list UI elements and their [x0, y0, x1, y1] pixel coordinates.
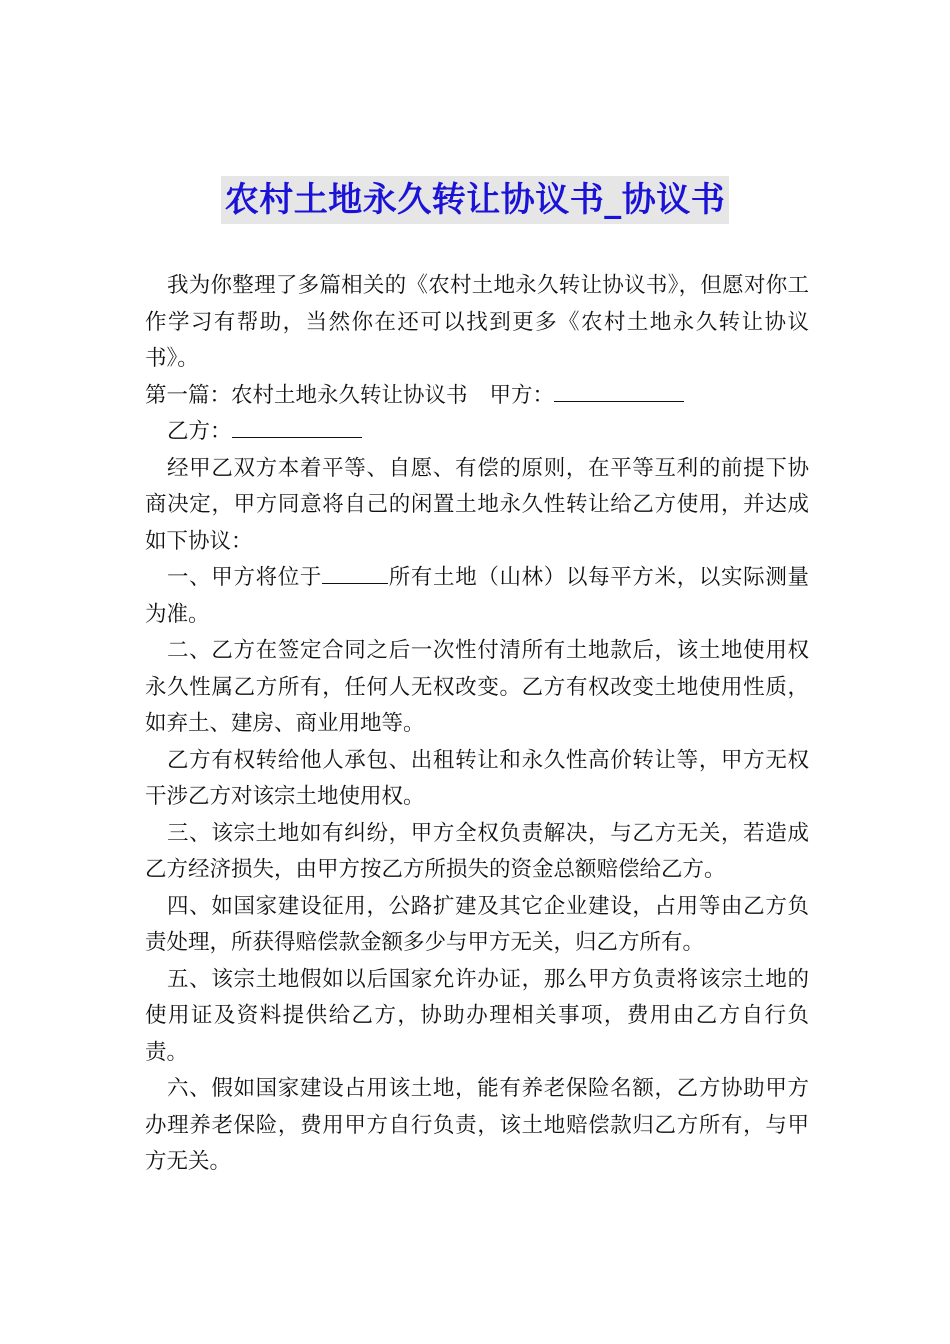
party-a-blank	[554, 381, 684, 402]
first-heading-line	[145, 378, 809, 415]
document-body	[145, 268, 809, 1181]
clause-2: 二、乙方在签定合同之后一次性付清所有土地款后，该土地使用权永久性属乙方所有，任何人无权改变。乙方有权改变土地使用性质，如弃土、建房、商业用地等。	[145, 638, 809, 736]
first-heading: 第一篇：农村土地永久转让协议书	[145, 382, 468, 408]
party-a-label: 甲方：	[489, 382, 555, 408]
title-block	[0, 176, 950, 224]
clause-2b: 乙方有权转给他人承包、出租转让和永久性高价转让等，甲方无权干涉乙方对该宗土地使用权。	[145, 747, 809, 809]
party-b-blank	[232, 417, 362, 438]
clause-3: 三、该宗土地如有纠纷，甲方全权负责解决，与乙方无关，若造成乙方经济损失，由甲方按乙方所损失的资金总额赔偿给乙方。	[145, 820, 809, 882]
intro-paragraph: 我为你整理了多篇相关的《农村土地永久转让协议书》，但愿对你工作学习有帮助，当然你在还可以找到更多《农村土地永久转让协议书》。	[145, 273, 809, 371]
clause-1	[145, 560, 809, 633]
clause-1-before: 一、甲方将位于	[167, 565, 323, 590]
party-b-label: 乙方：	[167, 419, 232, 444]
preamble-paragraph: 经甲乙双方本着平等、自愿、有偿的原则，在平等互利的前提下协商决定，甲方同意将自己的闲置土地永久性转让给乙方使用，并达成如下协议：	[145, 455, 809, 554]
clause-4: 四、如国家建设征用，公路扩建及其它企业建设，占用等由乙方负责处理，所获得赔偿款金额多少与甲方无关，归乙方所有。	[145, 893, 809, 955]
clause-1-after: 所有土地（山林）以每平方米，以实际测量为准。	[145, 565, 809, 627]
clause-6: 六、假如国家建设占用该土地，能有养老保险名额，乙方协助甲方办理养老保险，费用甲方自行负责，该土地赔偿款归乙方所有，与甲方无关。	[145, 1076, 809, 1174]
clause-5: 五、该宗土地假如以后国家允许办证，那么甲方负责将该宗土地的使用证及资料提供给乙方，协助办理相关事项，费用由乙方自行负责。	[145, 966, 809, 1065]
location-blank	[322, 563, 388, 584]
document-title: 农村土地永久转让协议书_协议书	[221, 176, 730, 224]
party-b-line	[145, 414, 809, 451]
